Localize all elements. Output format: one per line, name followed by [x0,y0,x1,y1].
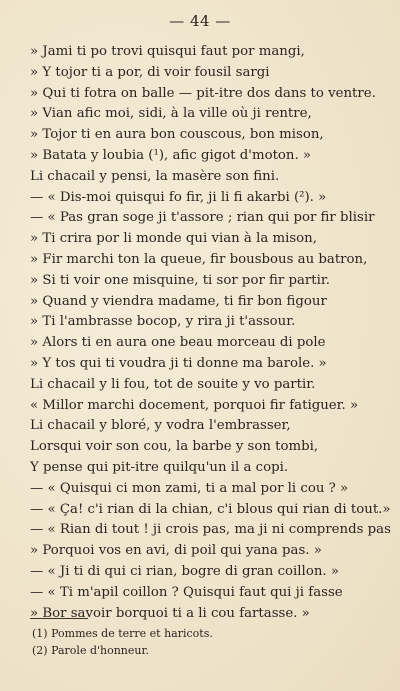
poem-line: » Vian afic moi, sidi, à la ville où ji rentre, [30,106,312,122]
poem-line: — « Ça! c'i rian di la chian, c'i blous qui rian di tout.» [30,501,391,517]
poem-line: — « Ti m'apil coillon ? Quisqui faut qui ji fasse [30,584,343,600]
poem-line: Y pense qui pit-itre quilqu'un il a copi. [30,459,289,475]
footnote-divider [30,618,88,619]
poem-line: » Batata y loubia (¹), afic gigot d'moton. » [30,147,312,163]
poem-line: Li chacail y li fou, tot de souite y vo partir. [30,376,316,392]
poem-line: Li chacail y pensi, la masère son fini. [30,168,280,184]
poem-line: Lorsqui voir son cou, la barbe y son tombi, [30,439,319,455]
poem-line: » Ti l'ambrasse bocop, y rira ji t'assour. [30,314,296,330]
poem-line: » Si ti voir one misquine, ti sor por fir partir. [30,272,330,288]
poem-line: » Porquoi vos en avi, di poil qui yana pas. » [30,543,322,559]
poem-line: » Qui ti fotra on balle — pit-itre dos dans to ventre. [30,85,376,101]
footnote: (1) Pommes de terre et haricots. [32,627,213,640]
poem-line: » Ti crira por li monde qui vian à la mison, [30,231,317,247]
footnote: (2) Parole d'honneur. [32,643,150,657]
page-number: — 44 — [169,12,231,30]
poem-line: » Tojor ti en aura bon couscous, bon mison, [30,127,324,143]
poem-line: » Alors ti en aura one beau morceau di pole [30,335,326,351]
poem-line: — « Dis-moi quisqui fo fir, ji li fi akarbi (²). » [30,189,327,205]
poem-line: » Bor savoir borquoi ti a li cou fartasse. » [30,605,310,621]
poem-line: — « Rian di tout ! ji crois pas, ma ji ni comprends pas [30,522,391,538]
poem-text [30,42,392,624]
poem-line: — « Quisqui ci mon zami, ti a mal por li cou ? » [30,480,349,496]
poem-line: — « Ji ti di qui ci rian, bogre di gran coillon. » [30,563,339,579]
poem-line: » Y tos qui ti voudra ji ti donne ma barole. » [30,355,327,371]
footnotes [32,626,372,659]
poem-line: » Jami ti po trovi quisqui faut por mangi, [30,44,305,59]
poem-line: » Y tojor ti a por, di voir fousil sargi [30,64,270,80]
poem-line: » Quand y viendra madame, ti fir bon figour [30,293,327,309]
poem-line: » Fir marchi ton la queue, fir bousbous au batron, [30,251,368,267]
poem-line: Li chacail y bloré, y vodra l'embrasser, [30,418,291,434]
poem-line: « Millor marchi docement, porquoi fir fatiguer. » [30,397,359,413]
poem-line: — « Pas gran soge ji t'assore ; rian qui por fir blisir [30,210,375,226]
